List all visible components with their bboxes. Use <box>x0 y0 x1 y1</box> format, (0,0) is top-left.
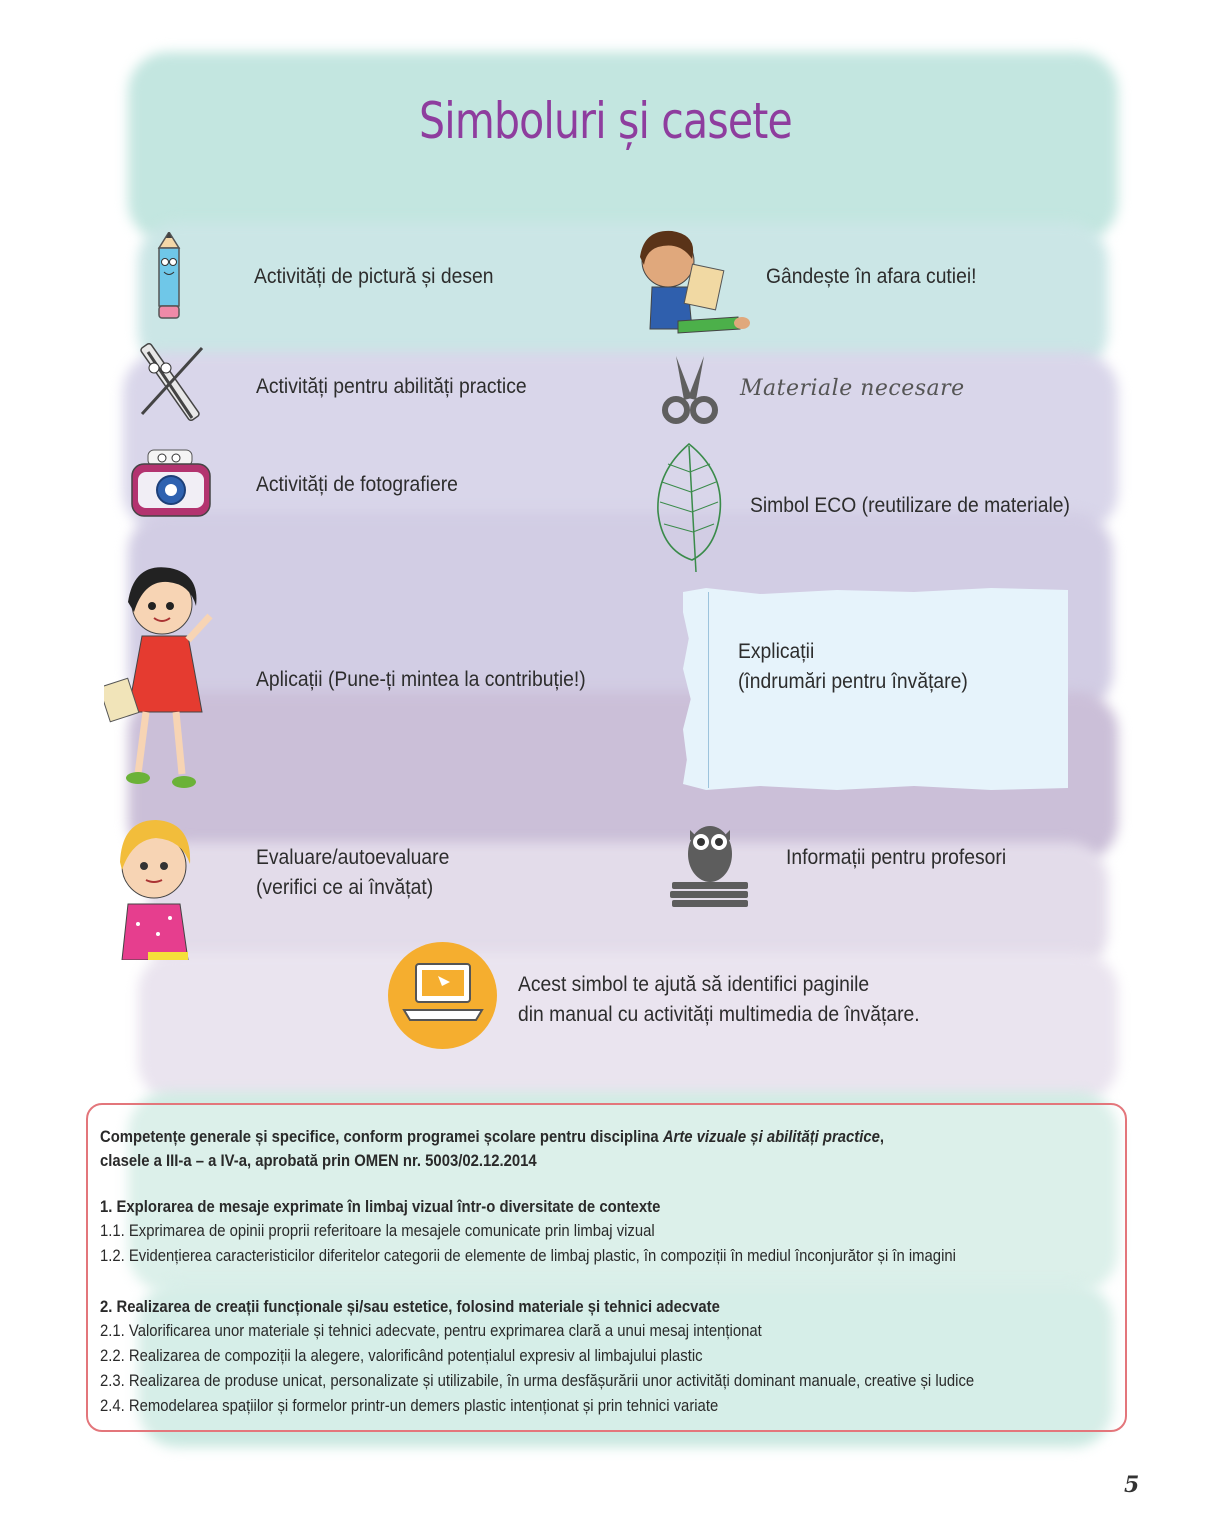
applications-label: Aplicații (Pune-ți mintea la contribuție!) <box>256 668 586 691</box>
competences-intro-line2: clasele a III-a – a IV-a, aprobată prin OMEN nr. 5003/02.12.2014 <box>100 1152 537 1170</box>
competence-item: 2.3. Realizarea de produse unicat, personalizate și utilizabile, în urma desfășurării unor activități dominant manuale, creative și ludice <box>100 1372 975 1390</box>
practical-label: Activități pentru abilități practice <box>256 375 527 398</box>
competences-intro-text: Competențe generale și specifice, conform programei școlare pentru disciplina <box>100 1128 663 1146</box>
page-title: Simboluri și casete <box>419 92 792 150</box>
page-number: 5 <box>1124 1472 1140 1498</box>
scissors-icon <box>662 356 718 424</box>
girl-wondering-icon <box>108 814 200 960</box>
boy-reading-icon <box>628 225 752 337</box>
ruler-scissors-icon <box>128 338 212 426</box>
girl-thinking-icon <box>104 562 224 794</box>
owl-books-icon <box>668 820 752 910</box>
multimedia-label-line1: Acest simbol te ajută să identifici paginile <box>518 973 870 996</box>
multimedia-label-line2: din manual cu activități multimedia de învățare. <box>518 1003 920 1026</box>
think-label: Gândește în afara cutiei! <box>766 265 977 288</box>
competence-item: 2.1. Valorificarea unor materiale și tehnici adecvate, pentru exprimarea clară a unui mesaj intenționat <box>100 1322 762 1340</box>
competence-group-2-title: 2. Realizarea de creații funcționale și/sau estetice, folosind materiale și tehnici adecvate <box>100 1298 720 1316</box>
explanations-label-line2: (îndrumări pentru învățare) <box>738 670 968 693</box>
competences-intro-punct: , <box>879 1128 885 1146</box>
competence-item: 2.4. Remodelarea spațiilor și formelor printr-un demers plastic intenționat și prin tehnici variate <box>100 1397 719 1415</box>
eco-label: Simbol ECO (reutilizare de materiale) <box>750 494 1070 517</box>
evaluation-label-line1: Evaluare/autoevaluare <box>256 846 450 869</box>
discipline-name: Arte vizuale și abilități practice <box>662 1128 880 1146</box>
competence-item: 1.1. Exprimarea de opinii proprii referitoare la mesajele comunicate prin limbaj vizual <box>100 1222 655 1240</box>
leaf-icon <box>654 442 724 574</box>
explanations-label-line1: Explicații <box>738 640 815 663</box>
pencil-character-icon <box>152 232 186 320</box>
competence-group-1-title: 1. Explorarea de mesaje exprimate în limbaj vizual într-o diversitate de contexte <box>100 1198 661 1216</box>
laptop-icon <box>400 962 486 1024</box>
paper-margin-line <box>708 592 709 788</box>
camera-character-icon <box>130 448 212 520</box>
competences-intro-line1 <box>100 1126 884 1148</box>
evaluation-label-line2: (verifici ce ai învățat) <box>256 876 434 899</box>
competence-item: 2.2. Realizarea de compoziții la alegere, valorificând potențialul expresiv al limbajului plastic <box>100 1347 703 1365</box>
competence-item: 1.2. Evidențierea caracteristicilor diferitelor categorii de elemente de limbaj plastic, în compoziții în mediul înconjurător și în imagini <box>100 1247 956 1265</box>
photo-label: Activități de fotografiere <box>256 473 458 496</box>
painting-label: Activități de pictură și desen <box>254 265 494 288</box>
teachers-label: Informații pentru profesori <box>786 846 1007 869</box>
materials-label: Materiale necesare <box>740 376 965 401</box>
